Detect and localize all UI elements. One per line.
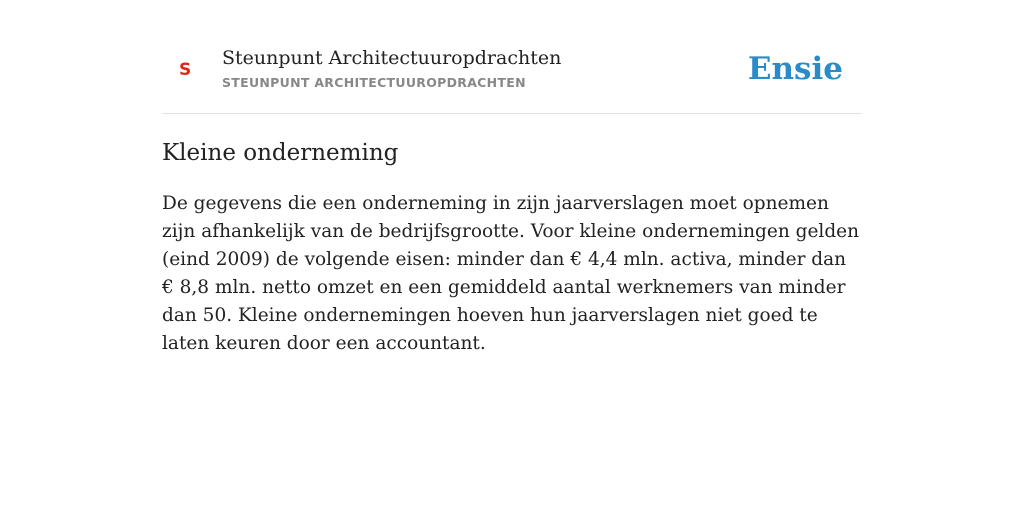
definition-text: De gegevens die een onderneming in zijn jaarverslagen moet opnemen zijn afhankelijk van de bedrijfsgrootte. Voor kleine ondernemingen gelden (eind 2009) de volgende eisen: minder dan € 4,4 mln. activa, minder dan € 8,8 mln. netto omzet en een gemiddeld aantal werknemers van minder dan 50. Kleine ondernemingen hoeven hun jaarverslagen niet goed te laten keuren door een accountant.	[162, 193, 860, 354]
source-logo[interactable]: S	[179, 60, 192, 80]
brand-logo[interactable]: Ensie	[747, 51, 843, 87]
definition-card	[162, 0, 862, 358]
source-subtitle: STEUNPUNT ARCHITECTUUROPDRACHTEN	[222, 75, 526, 90]
card-header	[162, 0, 862, 114]
page-title: Kleine onderneming	[162, 140, 399, 166]
source-title[interactable]: Steunpunt Architectuuropdrachten	[222, 47, 562, 69]
